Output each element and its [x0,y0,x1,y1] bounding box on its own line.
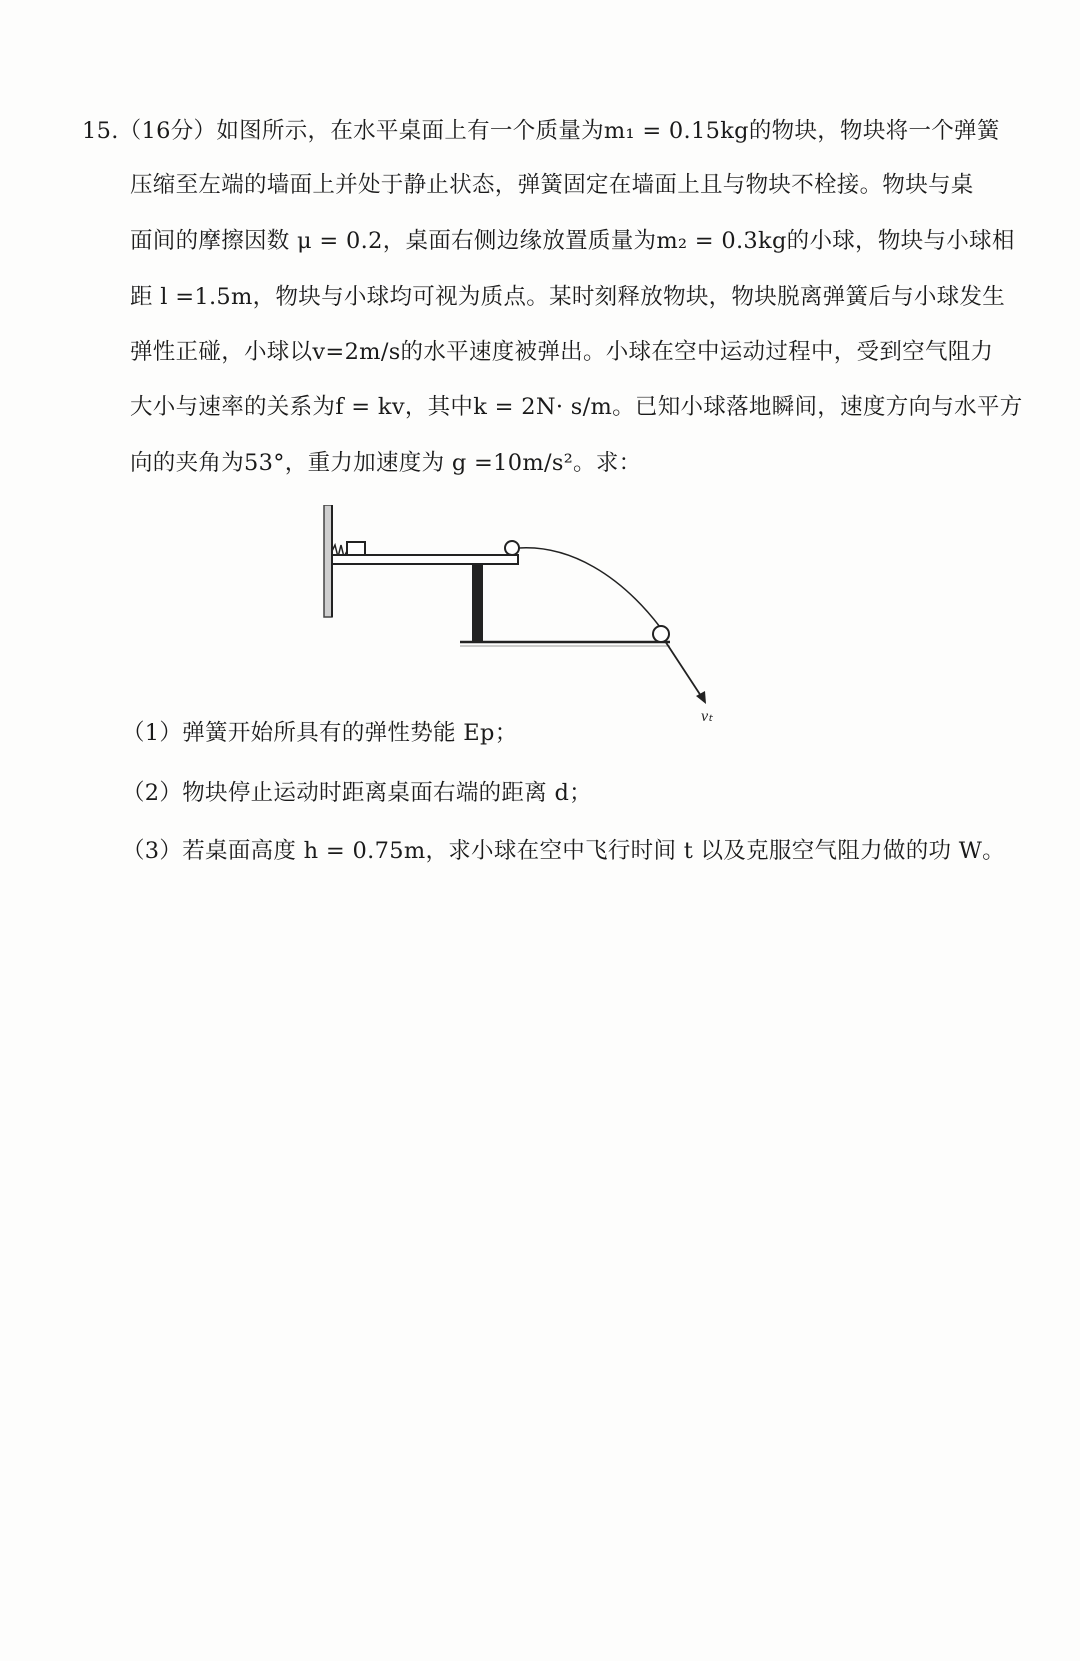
question-2: （2）物块停止运动时距离桌面右端的距离 d； [122,780,592,806]
question-3: （3）若桌面高度 h = 0.75m，求小球在空中飞行时间 t 以及克服空气阻力做的功 W。 [122,838,1005,864]
velocity-arrow [665,641,706,704]
ball-initial [505,541,519,555]
problem-line-7: 向的夹角为53°，重力加速度为 g =10m/s²。求： [130,450,642,476]
trajectory-curve [519,548,660,627]
wall [324,505,332,617]
problem-line-1: 15.（16分）如图所示，在水平桌面上有一个质量为m₁ = 0.15kg的物块，物块将一个弹簧 [82,118,1000,144]
table-top [332,555,518,564]
block [347,542,365,555]
problem-line-4: 距 l =1.5m，物块与小球均可视为质点。某时刻释放物块，物块脱离弹簧后与小球发生 [130,284,1006,310]
table-leg [472,564,483,642]
ball-landing [653,626,669,642]
problem-line-6: 大小与速率的关系为f = kv，其中k = 2N· s/m。已知小球落地瞬间，速度方向与水平方 [130,394,1023,420]
velocity-label: vₜ [701,708,713,725]
question-1: （1）弹簧开始所具有的弹性势能 Ep； [122,720,518,746]
problem-line-5: 弹性正碰，小球以v=2m/s的水平速度被弹出。小球在空中运动过程中，受到空气阻力 [130,339,994,365]
problem-line-2: 压缩至左端的墙面上并处于静止状态，弹簧固定在墙面上且与物块不栓接。物块与桌 [130,172,974,198]
floor [460,642,670,646]
problem-line-3: 面间的摩擦因数 μ = 0.2，桌面右侧边缘放置质量为m₂ = 0.3kg的小球，物块与小球相 [130,228,1015,254]
